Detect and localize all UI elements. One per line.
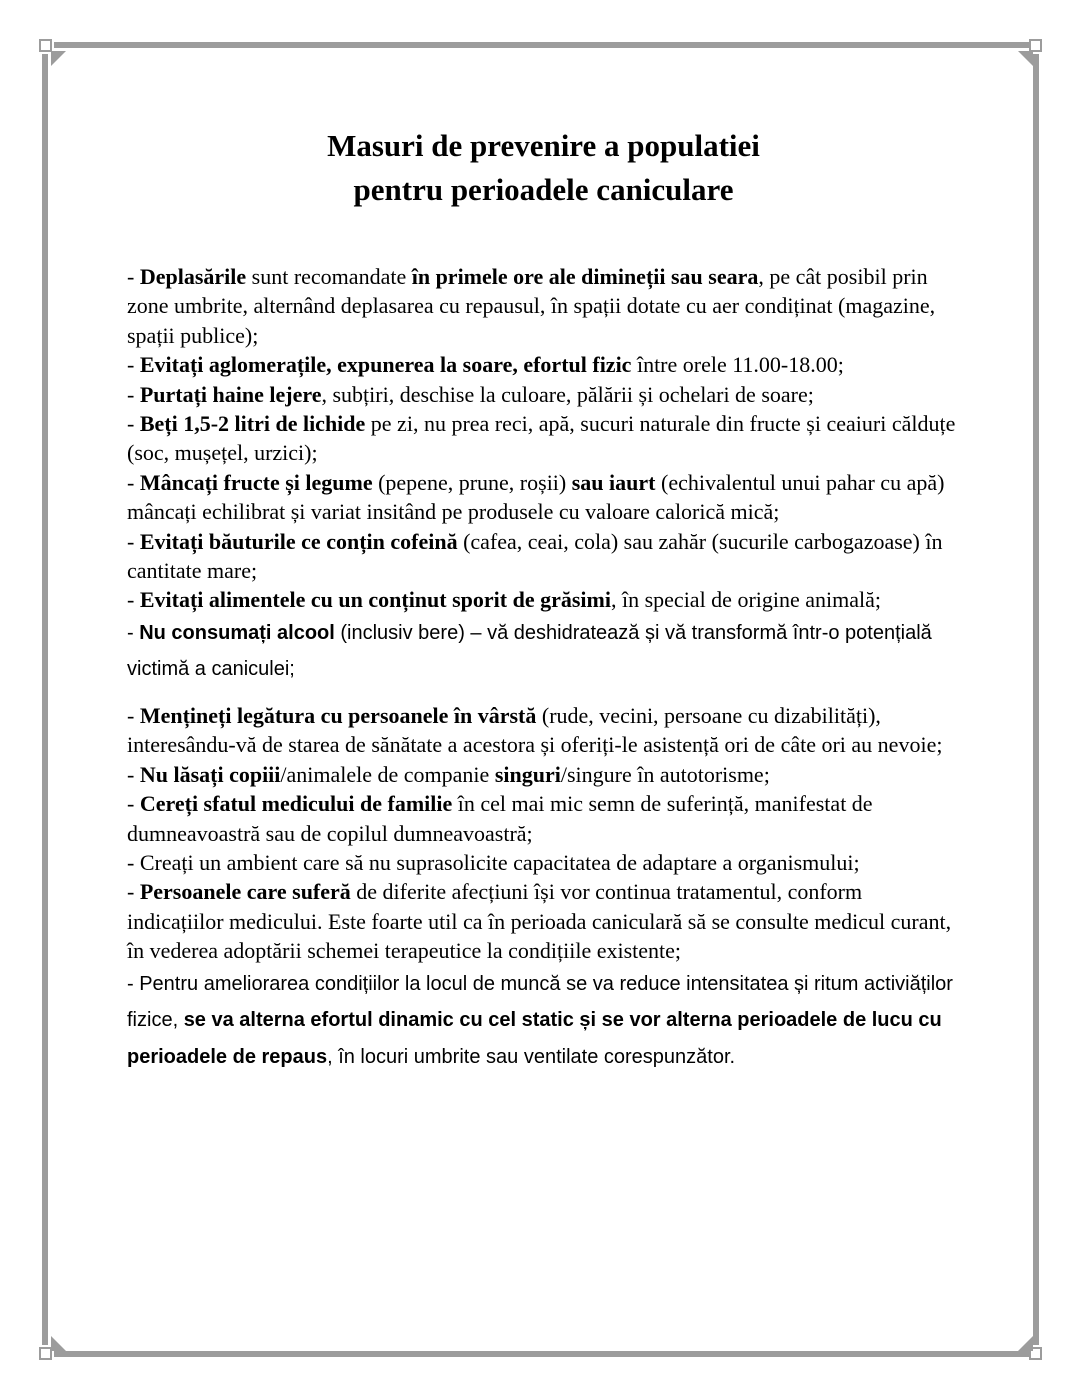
border-corner-triangle-bottom-left — [51, 1336, 66, 1351]
paragraph-text: de diferite afecțiuni își vor continua tratamentul, conform indicațiilor medicului. Este foarte util ca în perioada caniculară să se consulte medicul curant, în vederea adoptării schemei terapeutice la condițiile existente; — [127, 879, 952, 964]
paragraph-bold-text: Evitați aglomerațile, expunerea la soare, efortul fizic — [139, 352, 632, 378]
paragraph-text: , subțiri, deschise la culoare, pălării și ochelari de soare; — [321, 381, 814, 407]
paragraph — [127, 468, 960, 527]
paragraph-text: - — [127, 469, 140, 495]
paragraph-text: pe zi, nu prea reci, apă, sucuri naturale din fructe și ceaiuri călduțe (soc, mușețel, urzici); — [127, 411, 956, 466]
paragraph-bold-text: Mențineți legătura cu persoanele în vârstă — [139, 702, 537, 728]
paragraph-text: (rude, vecini, persoane cu dizabilități), interesându-vă de starea de sănătate a acestora și oferiți-le asistență ori de câte ori au nevoie; — [127, 702, 943, 758]
paragraph-text: - — [127, 587, 140, 613]
paragraph-bold-text: sau iaurt — [571, 469, 656, 495]
title-line-1: Masuri de prevenire a populatiei — [327, 128, 760, 163]
paragraph — [127, 701, 960, 760]
paragraph-text: - Pentru ameliorarea condițiilor la locul de muncă se va reduce intensitatea și ritum activiăților fizice, — [127, 972, 953, 1032]
paragraph — [127, 527, 960, 586]
paragraph — [127, 848, 960, 877]
paragraph — [127, 262, 960, 350]
border-corner-triangle-top-left — [51, 51, 66, 66]
paragraph-text: - Creați un ambient care să nu suprasolicite capacitatea de adaptare a organismului; — [127, 849, 860, 875]
paragraph — [127, 966, 960, 1076]
paragraph-text: (pepene, prune, roșii) — [372, 469, 572, 495]
paragraph-text: , în special de origine animală; — [610, 587, 881, 613]
paragraph-text: , în locuri umbrite sau ventilate corespunzător. — [327, 1045, 736, 1068]
paragraph-bold-text: Evitați băuturile ce conțin cofeină — [139, 528, 458, 554]
paragraph-bold-text: Purtați haine lejere — [139, 381, 322, 407]
paragraph-bold-text: Mâncați fructe și legume — [139, 469, 373, 495]
paragraphs — [127, 262, 960, 1075]
paragraph-text: - — [127, 702, 140, 728]
paragraph-bold-text: în primele ore ale dimineții sau seara — [411, 264, 759, 289]
paragraph — [127, 789, 960, 848]
paragraph — [127, 350, 960, 379]
border-corner-triangle-bottom-right — [1018, 1336, 1033, 1351]
paragraph — [127, 409, 960, 468]
page-border-top — [54, 42, 1033, 48]
paragraph — [127, 585, 960, 614]
paragraph-text: - — [127, 264, 140, 289]
paragraph-bold-text: Evitați alimentele cu un conținut sporit de grăsimi — [139, 587, 611, 613]
paragraph-bold-text: Nu consumați alcool — [139, 621, 335, 644]
paragraph-bold-text: Cereți sfatul medicului de familie — [139, 791, 453, 817]
paragraph-bold-text: Nu lăsați copiii — [139, 761, 281, 787]
border-corner-triangle-top-right — [1018, 51, 1033, 66]
paragraph-text: - — [127, 411, 140, 437]
paragraph — [127, 380, 960, 409]
paragraph-text: (echivalentul unui pahar cu apă) mâncați echilibrat și variat insitând pe produsele cu valoare calorică mică; — [127, 469, 945, 525]
paragraph-text: - — [127, 352, 140, 378]
page-border-bottom — [54, 1351, 1033, 1357]
paragraph-text: (inclusiv bere) – vă deshidratează și vă transformă într-o potențială victimă a caniculei; — [127, 621, 932, 681]
paragraph-text: /animalele de companie — [280, 761, 495, 787]
paragraph-text: în cel mai mic semn de suferință, manifestat de dumneavoastră sau de copilul dumneavoastră; — [127, 791, 873, 846]
document-content — [127, 124, 960, 1075]
paragraph-text: - — [127, 621, 140, 644]
paragraph-text: - — [127, 381, 140, 407]
page-border-right — [1033, 54, 1039, 1345]
page-border-left — [42, 54, 48, 1345]
paragraph-text: - — [127, 528, 140, 554]
border-corner-square-bottom-left — [39, 1347, 52, 1360]
paragraph-bold-text: Deplasările — [139, 264, 247, 289]
border-corner-square-top-left — [39, 39, 52, 52]
paragraph-text: sunt recomandate — [246, 264, 412, 289]
paragraph-text: (cafea, ceai, cola) sau zahăr (sucurile carbogazoase) în cantitate mare; — [127, 528, 943, 584]
paragraph-bold-text: singuri — [494, 761, 561, 787]
paragraph-bold-text: Persoanele care suferă — [139, 879, 351, 905]
paragraph-text: , pe cât posibil prin zone umbrite, alternând deplasarea cu repausul, în spații dotate cu aer condiținat (magazine, spații publice); — [127, 264, 936, 348]
title-line-2: pentru perioadele caniculare — [353, 172, 734, 207]
paragraph-bold-text: se va alterna efortul dinamic cu cel static și se vor alterna perioadele de lucu cu perioadele de repaus — [127, 1009, 942, 1068]
document-title — [127, 124, 960, 212]
paragraph-text: între orele 11.00-18.00; — [631, 352, 844, 378]
paragraph-text: - — [127, 791, 140, 817]
border-corner-square-top-right — [1029, 39, 1042, 52]
paragraph-text: - — [127, 879, 140, 905]
paragraph — [127, 877, 960, 965]
paragraph-bold-text: Beți 1,5-2 litri de lichide — [139, 411, 366, 437]
paragraph — [127, 760, 960, 789]
paragraph-text: - — [127, 761, 140, 787]
paragraph — [127, 615, 960, 688]
paragraph-text: /singure în autotorisme; — [560, 761, 770, 787]
